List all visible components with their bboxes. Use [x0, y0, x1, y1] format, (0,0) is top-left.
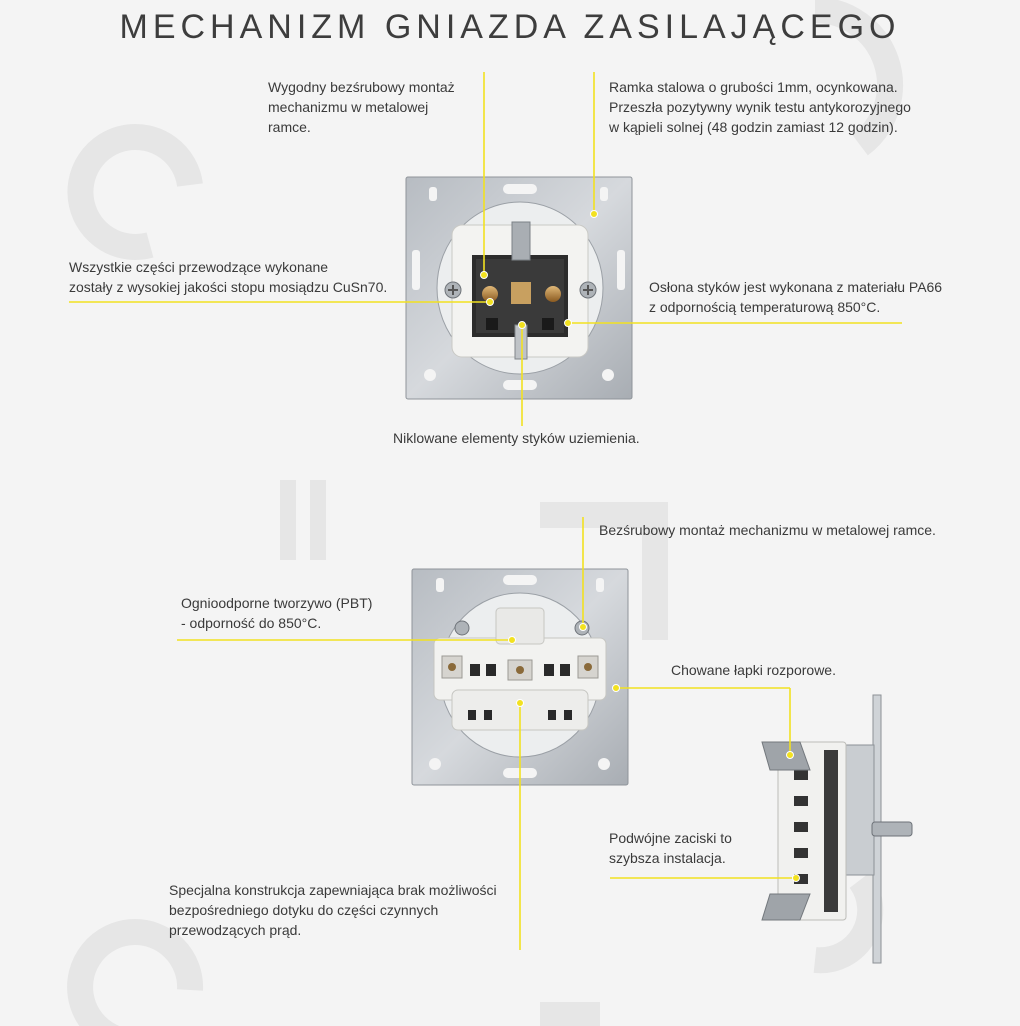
caption-line: w kąpieli solnej (48 godzin zamiast 12 godzin). [609, 119, 898, 135]
caption-double-clamps [609, 828, 732, 868]
caption-line: Podwójne zaciski to [609, 830, 732, 846]
caption-nickel-ground [393, 428, 640, 448]
caption-line: Specjalna konstrukcja zapewniająca brak możliwości [169, 882, 497, 898]
caption-line: przewodzących prąd. [169, 922, 302, 938]
caption-touch-protection [169, 880, 497, 940]
marker-dot [508, 636, 516, 644]
caption-contact-cover [649, 277, 942, 317]
marker-dot [516, 699, 524, 707]
caption-line: z odpornością temperaturową 850°C. [649, 299, 881, 315]
caption-line: Bezśrubowy montaż mechanizmu w metalowej ramce. [599, 522, 936, 538]
caption-line: Ognioodporne tworzywo (PBT) [181, 595, 373, 611]
caption-line: Osłona styków jest wykonana z materiału PA66 [649, 279, 943, 295]
caption-line: Wszystkie części przewodzące wykonane [69, 259, 329, 275]
marker-dot [518, 321, 526, 329]
caption-line: bezpośredniego dotyku do części czynnych [169, 902, 439, 918]
caption-line: zostały z wysokiej jakości stopu mosiądzu CuSn70. [69, 279, 388, 295]
caption-line: szybsza instalacja. [609, 850, 726, 866]
caption-fireproof-material [181, 593, 372, 633]
marker-dot [786, 751, 794, 759]
marker-dot [792, 874, 800, 882]
marker-dot [486, 298, 494, 306]
caption-line: Przeszła pozytywny wynik testu antykorozyjnego [609, 99, 911, 115]
caption-line: Ramka stalowa o grubości 1mm, ocynkowana. [609, 79, 898, 95]
marker-dot [579, 623, 587, 631]
marker-dot [480, 271, 488, 279]
caption-line: Niklowane elementy styków uziemienia. [393, 430, 640, 446]
caption-screwless-mounting [268, 77, 455, 137]
marker-dot [564, 319, 572, 327]
caption-line: Chowane łapki rozporowe. [671, 662, 836, 678]
caption-retractable-claws [671, 660, 836, 680]
caption-line: - odporność do 850°C. [181, 615, 322, 631]
marker-dot [590, 210, 598, 218]
caption-brass-parts [69, 257, 387, 297]
marker-dot [612, 684, 620, 692]
caption-screwless-mounting-2 [599, 520, 936, 540]
caption-line: mechanizmu w metalowej [268, 99, 429, 115]
caption-steel-frame [609, 77, 911, 137]
caption-line: ramce. [268, 119, 311, 135]
page-title: MECHANIZM GNIAZDA ZASILAJĄCEGO [119, 8, 901, 46]
caption-line: Wygodny bezśrubowy montaż [268, 79, 455, 95]
